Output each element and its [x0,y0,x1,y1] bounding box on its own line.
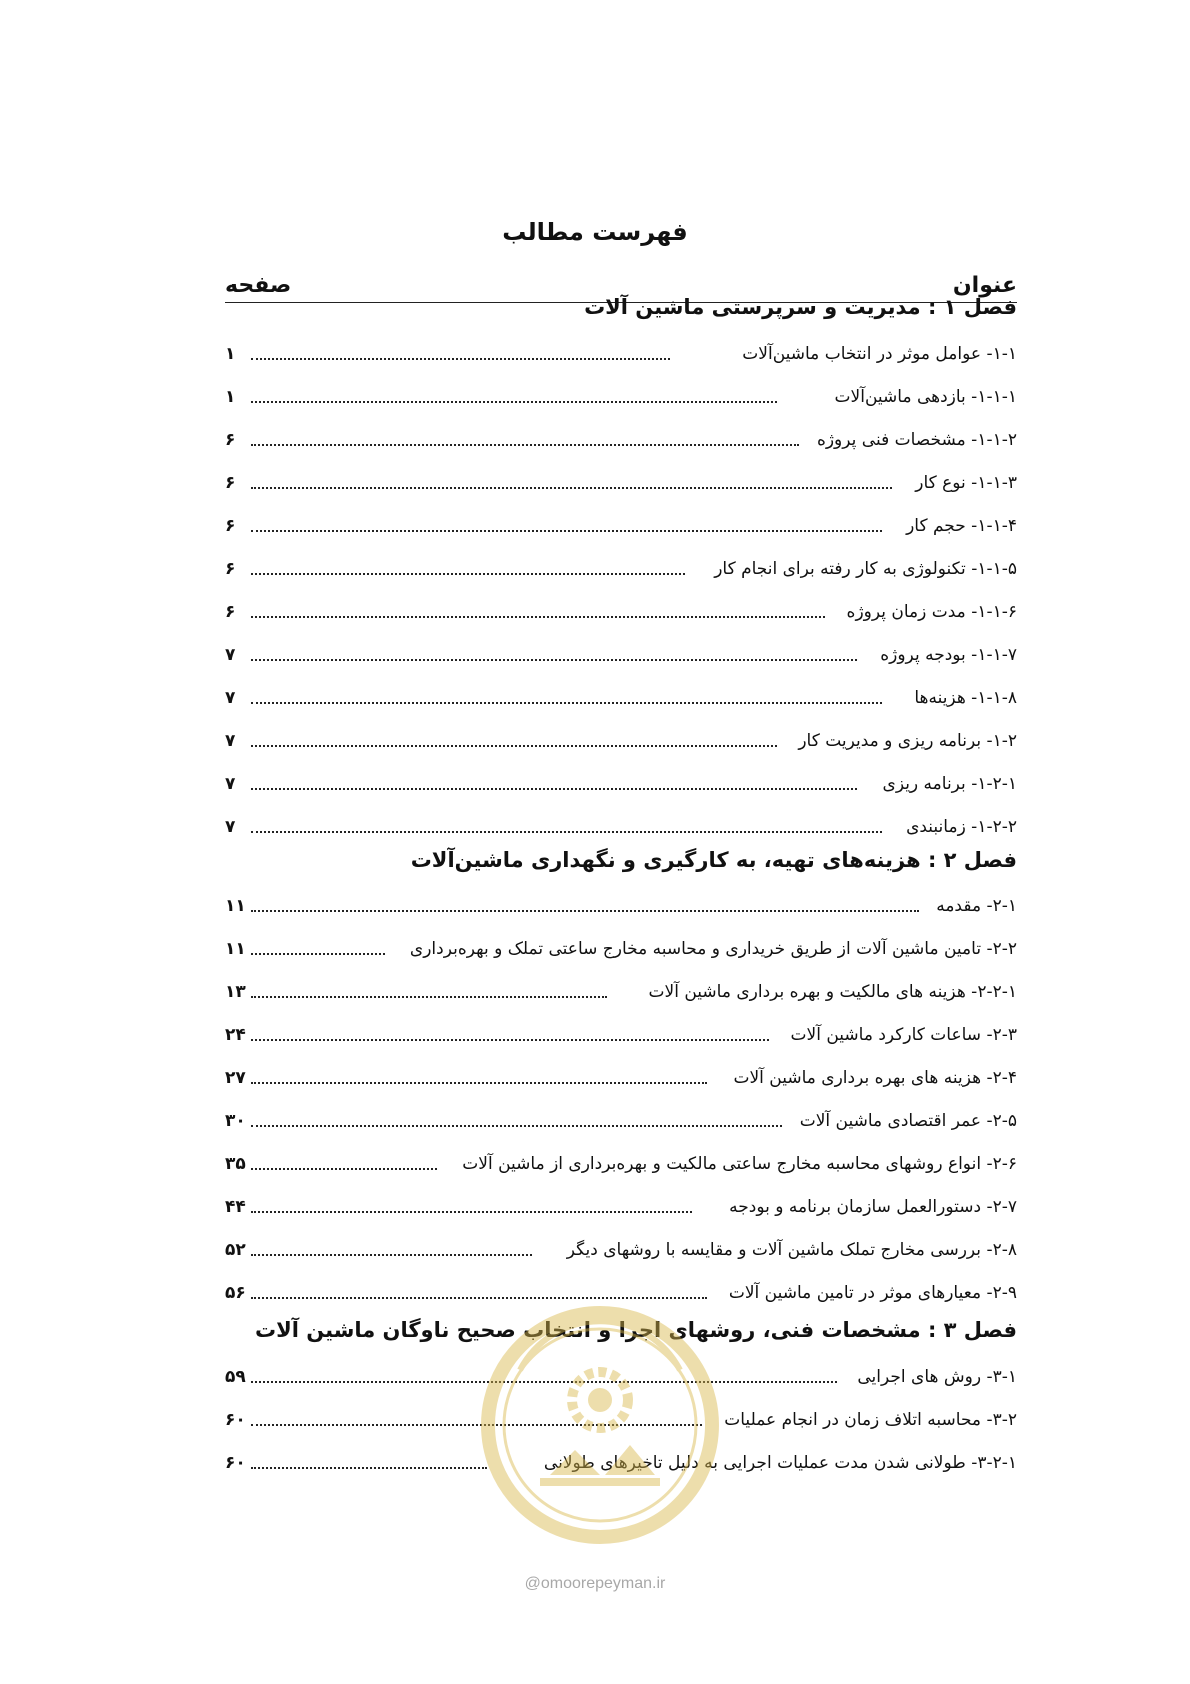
dot-leader [251,788,857,790]
toc-entry[interactable] [225,764,1017,798]
toc-entry-label: ۲-۷- دستورالعمل سازمان برنامه و بودجه [729,1197,1017,1217]
dot-leader [251,1039,769,1041]
toc-entry-page: ۷ [225,774,236,794]
toc-entry[interactable] [225,807,1017,841]
dot-leader [251,910,919,912]
chapter-heading: فصل ۲ : هزینه‌های تهیه، به کارگیری و نگهداری ماشین‌آلات [410,848,1017,872]
dot-leader [251,573,685,575]
toc-entry-label: ۳-۱- روش های اجرایی [857,1367,1017,1387]
toc-entry[interactable] [225,1058,1017,1092]
toc-entry-page: ۱ [225,387,236,407]
toc-entry-label: ۲-۹- معیارهای موثر در تامین ماشین آلات [728,1283,1017,1303]
toc-entry-label: ۲-۸- بررسی مخارج تملک ماشین آلات و مقایسه با روشهای دیگر [566,1240,1017,1260]
dot-leader [251,953,385,955]
dot-leader [251,1297,707,1299]
toc-entry-label: ۱-۱-۷- بودجه پروژه [880,645,1017,665]
column-header-page: صفحه [225,273,292,298]
toc-entry[interactable] [225,972,1017,1006]
toc-entry-page: ۶۰ [225,1453,246,1473]
toc-entry[interactable] [225,721,1017,755]
dot-leader [251,616,825,618]
toc-entry[interactable] [225,420,1017,454]
dot-leader [251,745,777,747]
toc-entry-label: ۱-۱-۶- مدت زمان پروژه [846,602,1017,622]
toc-entry[interactable] [225,1144,1017,1178]
dot-leader [251,1125,782,1127]
toc-entry-page: ۳۰ [225,1111,246,1131]
dot-leader [251,1254,532,1256]
toc-entry-label: ۱-۱-۸- هزینه‌ها [914,688,1017,708]
toc-entry-page: ۶ [225,473,236,493]
toc-entry-label: ۱-۱-۱- بازدهی ماشین‌آلات [834,387,1017,407]
toc-entry-label: ۱-۱-۴- حجم کار [906,516,1017,536]
toc-entry-page: ۱۱ [225,896,246,916]
column-header-title: عنوان [952,273,1017,298]
toc-entry-label: ۲-۶- انواع روشهای محاسبه مخارج ساعتی مالکیت و بهره‌برداری از ماشین آلات [462,1154,1017,1174]
toc-entry[interactable] [225,929,1017,963]
toc-entry-label: ۱-۱-۵- تکنولوژی به کار رفته برای انجام کار [714,559,1017,579]
dot-leader [251,831,882,833]
dot-leader [251,487,892,489]
toc-entry-page: ۱۱ [225,939,246,959]
dot-leader [251,659,857,661]
toc-entry[interactable] [225,1015,1017,1049]
toc-entry-label: ۱-۲-۱- برنامه ریزی [882,774,1017,794]
toc-entry[interactable] [225,1101,1017,1135]
toc-entry-page: ۶ [225,516,236,536]
toc-entry-label: ۲-۲- تامین ماشین آلات از طریق خریداری و محاسبه مخارج ساعتی تملک و بهره‌برداری [409,939,1017,959]
dot-leader [251,1211,692,1213]
toc-entry-page: ۷ [225,688,236,708]
toc-entry-page: ۲۴ [225,1025,246,1045]
toc-entry-label: ۲-۱- مقدمه [936,896,1017,916]
toc-entry-label: ۱-۱- عوامل موثر در انتخاب ماشین‌آلات [742,344,1017,364]
toc-entry[interactable] [225,506,1017,540]
toc-entry-label: ۲-۳- ساعات کارکرد ماشین آلات [790,1025,1017,1045]
dot-leader [251,530,882,532]
toc-entry[interactable] [225,886,1017,920]
toc-entry-label: ۲-۴- هزینه های بهره برداری ماشین آلات [733,1068,1017,1088]
toc-entry-page: ۱۳ [225,982,246,1002]
dot-leader [251,444,799,446]
toc-entry-page: ۵۹ [225,1367,246,1387]
dot-leader [251,401,777,403]
dot-leader [251,702,882,704]
toc-entry[interactable] [225,463,1017,497]
toc-entry-page: ۷ [225,645,236,665]
toc-entry[interactable] [225,635,1017,669]
toc-entry-page: ۶ [225,602,236,622]
toc-entry-page: ۲۷ [225,1068,246,1088]
dot-leader [251,1082,707,1084]
toc-entry-label: ۳-۲-۱- طولانی شدن مدت عملیات اجرایی به دلیل تاخیرهای طولانی [543,1453,1017,1473]
toc-entry-page: ۶۰ [225,1410,246,1430]
toc-entry[interactable] [225,377,1017,411]
toc-entry-page: ۶ [225,559,236,579]
dot-leader [251,1168,437,1170]
toc-entry-page: ۴۴ [225,1197,246,1217]
toc-entry-label: ۱-۱-۲- مشخصات فنی پروژه [816,430,1017,450]
toc-entry-page: ۵۲ [225,1240,246,1260]
chapter-heading: فصل ۳ : مشخصات فنی، روشهای اجرا و انتخاب صحیح ناوگان ماشین آلات [254,1318,1017,1342]
dot-leader [251,1467,487,1469]
toc-entry-label: ۳-۲- محاسبه اتلاف زمان در انجام عملیات [724,1410,1017,1430]
toc-entry[interactable] [225,678,1017,712]
toc-entry-label: ۱-۲- برنامه ریزی و مدیریت کار [798,731,1017,751]
toc-entry[interactable] [225,1187,1017,1221]
toc-entry-label: ۲-۲-۱- هزینه های مالکیت و بهره برداری ماشین آلات [648,982,1017,1002]
toc-entry-label: ۱-۱-۳- نوع کار [915,473,1017,493]
toc-entry-page: ۷ [225,731,236,751]
watermark-text: @omoorepeyman.ir [524,1575,666,1592]
toc-entry-page: ۵۶ [225,1283,246,1303]
toc-entry-page: ۶ [225,430,236,450]
dot-leader [251,996,607,998]
toc-entry-page: ۳۵ [225,1154,246,1174]
toc-entry[interactable] [225,592,1017,626]
toc-entry[interactable] [225,1230,1017,1264]
toc-entry-label: ۱-۲-۲- زمانبندی [906,817,1017,837]
toc-entry-page: ۱ [225,344,236,364]
toc-entry-page: ۷ [225,817,236,837]
dot-leader [251,358,670,360]
toc-entry[interactable] [225,549,1017,583]
toc-entry[interactable] [225,334,1017,368]
page-title: فهرست مطالب [502,218,688,246]
watermark-stamp [480,1300,720,1550]
toc-entry-label: ۲-۵- عمر اقتصادی ماشین آلات [799,1111,1017,1131]
chapter-heading: فصل ۱ : مدیریت و سرپرستی ماشین آلات [584,295,1017,319]
